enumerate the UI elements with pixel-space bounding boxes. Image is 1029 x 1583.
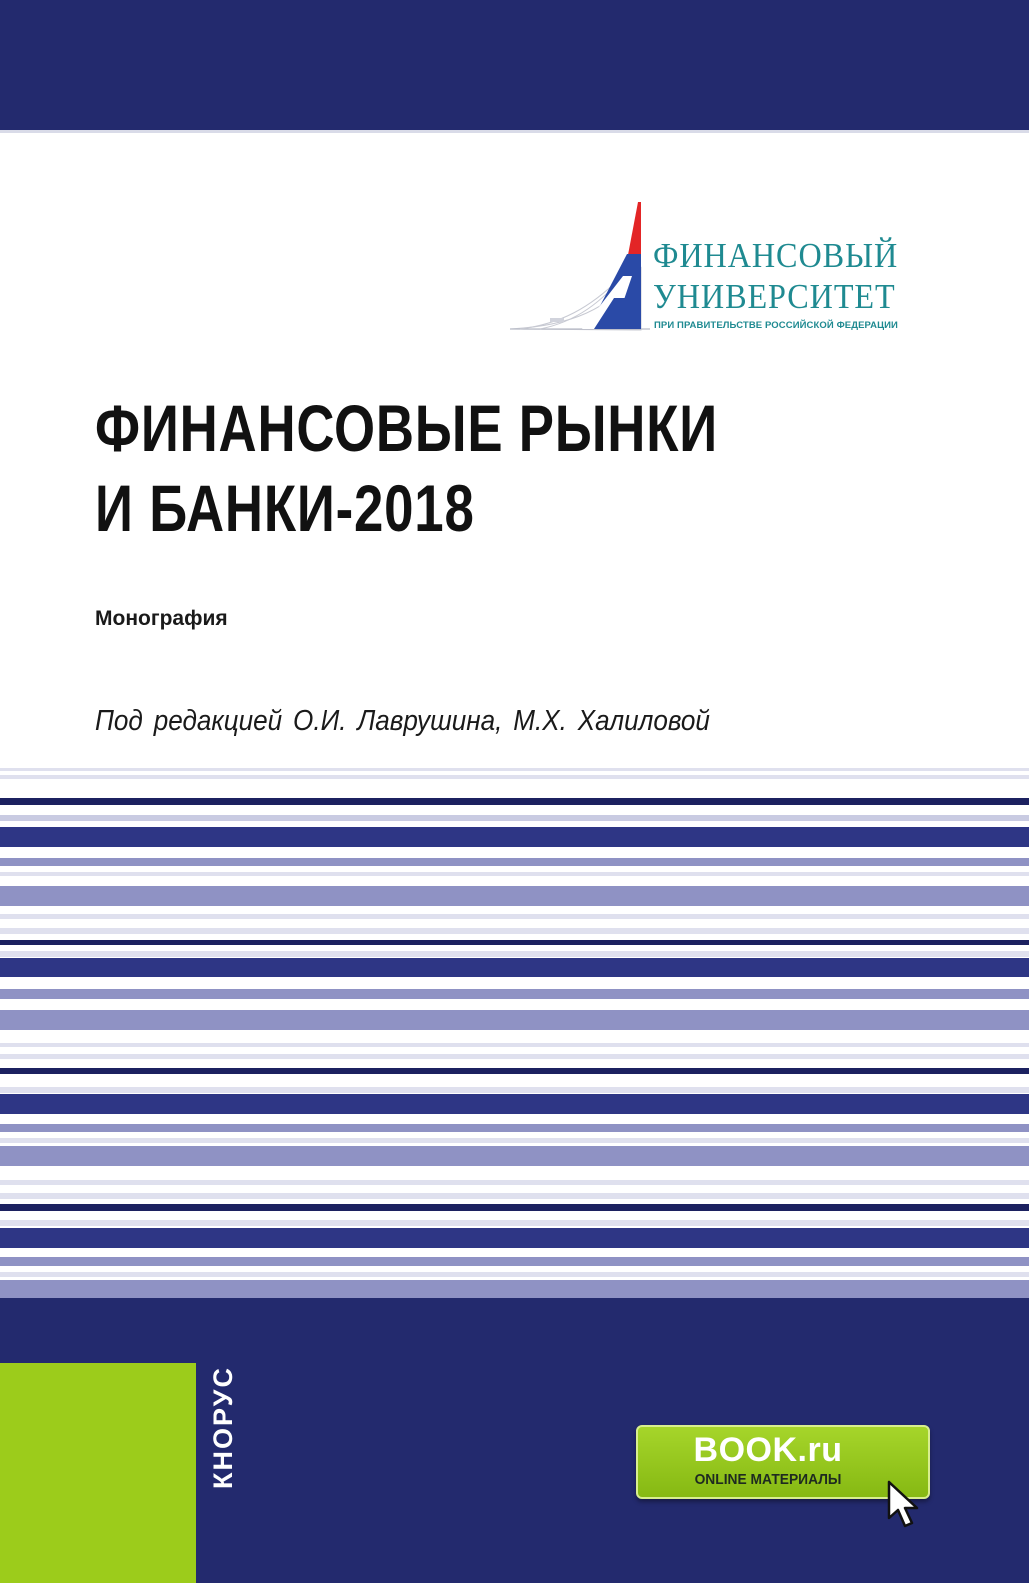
book-title bbox=[95, 388, 718, 548]
stripe bbox=[0, 1094, 1029, 1114]
publisher-label bbox=[205, 1362, 241, 1492]
stripe bbox=[0, 958, 1029, 977]
stripe bbox=[0, 1146, 1029, 1166]
decorative-stripes bbox=[0, 768, 1029, 1298]
bookru-subtitle: ONLINE МАТЕРИАЛЫ bbox=[694, 1471, 842, 1488]
book-title-line2: И БАНКИ-2018 bbox=[95, 471, 475, 545]
stripe bbox=[0, 1220, 1029, 1226]
bookru-title: BOOK.ru bbox=[693, 1431, 843, 1469]
stripe bbox=[0, 1054, 1029, 1059]
stripe bbox=[0, 1228, 1029, 1248]
stripe bbox=[0, 775, 1029, 779]
logo-university-line2: УНИВЕРСИТЕТ bbox=[653, 277, 896, 316]
flag-tower-logo-icon bbox=[510, 198, 650, 338]
stripe bbox=[0, 858, 1029, 866]
stripe bbox=[0, 1138, 1029, 1143]
stripe bbox=[0, 827, 1029, 847]
logo-university-subtitle: ПРИ ПРАВИТЕЛЬСТВЕ РОССИЙСКОЙ ФЕДЕРАЦИИ bbox=[654, 320, 898, 331]
stripe bbox=[0, 951, 1029, 957]
stripe bbox=[0, 1257, 1029, 1266]
stripe bbox=[0, 1043, 1029, 1047]
stripe bbox=[0, 940, 1029, 945]
stripe bbox=[0, 815, 1029, 821]
university-logo bbox=[510, 198, 960, 338]
stripe bbox=[0, 1124, 1029, 1132]
stripe bbox=[0, 1204, 1029, 1211]
stripe bbox=[0, 1180, 1029, 1185]
book-genre: Монография bbox=[95, 607, 228, 630]
cursor-arrow-icon bbox=[886, 1480, 926, 1532]
stripe bbox=[0, 928, 1029, 934]
stripe bbox=[0, 886, 1029, 906]
publisher-name: КНОРУС bbox=[207, 1365, 238, 1489]
stripe bbox=[0, 798, 1029, 805]
stripe bbox=[0, 768, 1029, 771]
book-editors: Под редакцией О.И. Лаврушина, М.Х. Халиловой bbox=[95, 705, 710, 737]
stripe bbox=[0, 1193, 1029, 1199]
stripe bbox=[0, 1087, 1029, 1093]
stripe bbox=[0, 1010, 1029, 1030]
top-divider bbox=[0, 130, 1029, 133]
logo-university-line1: ФИНАНСОВЫЙ bbox=[653, 236, 899, 275]
stripe bbox=[0, 1280, 1029, 1298]
book-title-line1: ФИНАНСОВЫЕ РЫНКИ bbox=[95, 391, 719, 465]
top-navy-band bbox=[0, 0, 1029, 130]
stripe bbox=[0, 989, 1029, 999]
stripe bbox=[0, 914, 1029, 919]
stripe bbox=[0, 1272, 1029, 1277]
publisher-green-block bbox=[0, 1363, 196, 1583]
stripe bbox=[0, 1068, 1029, 1074]
stripe bbox=[0, 872, 1029, 876]
